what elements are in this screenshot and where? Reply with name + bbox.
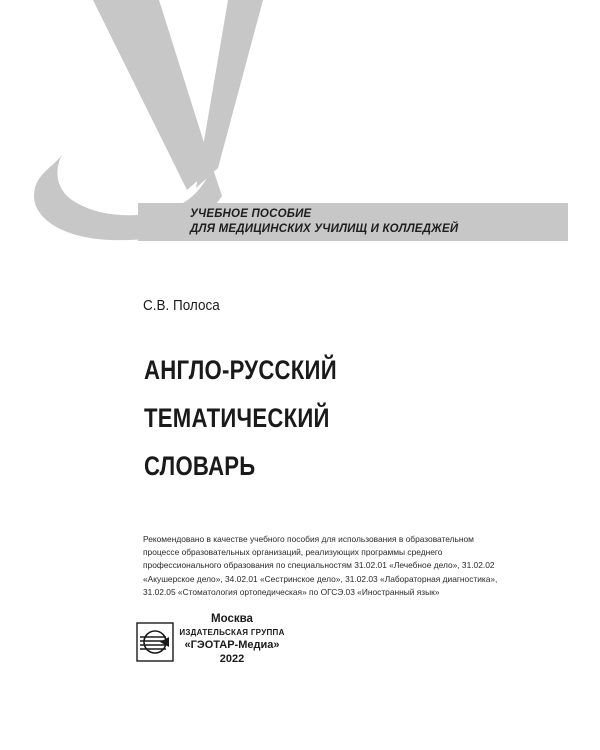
series-label-line-2: ДЛЯ МЕДИЦИНСКИХ УЧИЛИЩ И КОЛЛЕДЖЕЙ — [190, 223, 459, 235]
recommendation-line-2: процессе образовательных организаций, реализующих программы среднего — [143, 547, 443, 558]
recommendation-line-5: 31.02.05 «Стоматология ортопедическая» по ОГСЭ.03 «Иностранный язык» — [143, 586, 440, 597]
publisher-city: Москва — [211, 613, 253, 625]
book-title-line-1: АНГЛО-РУССКИЙ — [144, 355, 337, 385]
series-label-line-1: УЧЕБНОЕ ПОСОБИЕ — [190, 208, 312, 220]
publisher-group: ИЗДАТЕЛЬСКАЯ ГРУППА — [179, 628, 285, 637]
publisher-logo-icon — [136, 622, 174, 662]
recommendation-line-4: «Акушерское дело», 34.02.01 «Сестринское дело», 31.02.03 «Лабораторная диагностика», — [143, 573, 498, 584]
publisher-name: «ГЭОТАР-Медиа» — [184, 639, 280, 651]
book-title-line-3: СЛОВАРЬ — [144, 451, 256, 481]
publisher-block — [176, 612, 288, 667]
recommendation-line-3: профессионального образования по специальностям 31.02.01 «Лечебное дело», 31.02.02 — [143, 560, 495, 571]
series-label — [190, 207, 458, 237]
recommendation-line-1: Рекомендовано в качестве учебного пособия для использования в образовательном — [143, 534, 474, 544]
recommendation-note — [143, 533, 583, 599]
publication-year: 2022 — [219, 653, 245, 665]
book-title-line-2: ТЕМАТИЧЕСКИЙ — [144, 403, 330, 433]
author-name: С.В. Полоса — [143, 297, 220, 314]
book-title — [144, 346, 337, 490]
